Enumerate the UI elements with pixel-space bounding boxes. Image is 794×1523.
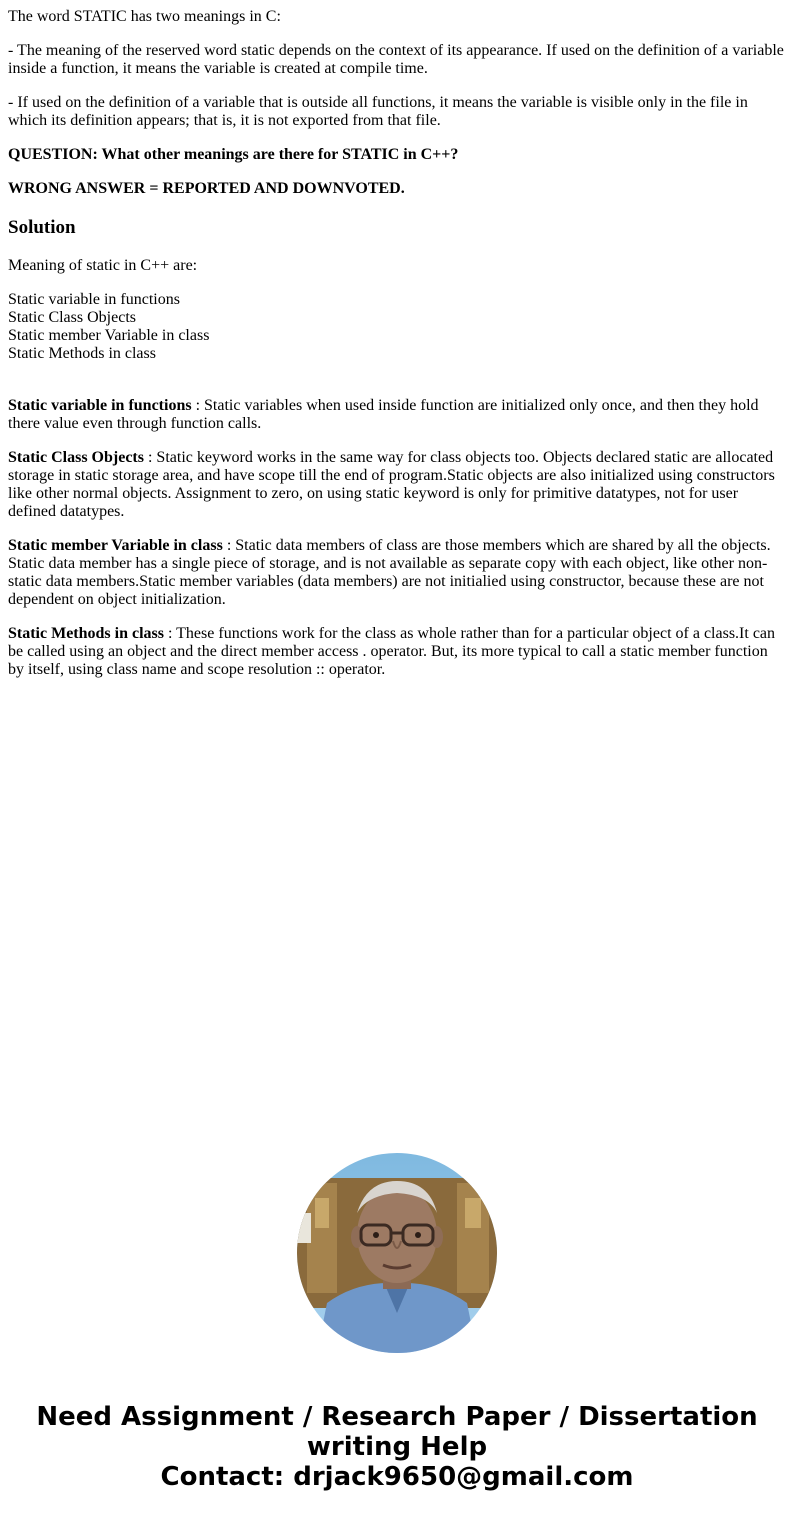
- tutor-avatar: [297, 1153, 497, 1353]
- promo-contact: Contact: drjack9650@gmail.com: [160, 1462, 634, 1492]
- question-intro: The word STATIC has two meanings in C:: [8, 8, 281, 25]
- list-item: Static member Variable in class: [8, 327, 210, 344]
- question-point-1: - The meaning of the reserved word static depends on the context of its appearance. If used on the definition of a variable inside a function, it means the variable is created at compile time.: [8, 42, 784, 77]
- detail-paragraph: [8, 397, 786, 433]
- question-line: QUESTION: What other meanings are there for STATIC in C++?: [8, 146, 459, 163]
- detail-paragraph: [8, 537, 786, 609]
- detail-text: : Static variables when used inside function are initialized only once, and then they hold there value even through function calls.: [8, 397, 759, 432]
- promo-line-2: writing Help: [306, 1432, 488, 1462]
- promo-line-1: Need Assignment / Research Paper / Dissertation: [36, 1402, 758, 1432]
- list-spacer: [8, 363, 786, 381]
- warning-line: WRONG ANSWER = REPORTED AND DOWNVOTED.: [8, 180, 405, 197]
- detail-paragraph: [8, 625, 786, 679]
- detail-term: Static Methods in class: [8, 625, 164, 642]
- detail-term: Static Class Objects: [8, 449, 144, 466]
- solution-intro: Meaning of static in C++ are:: [8, 257, 198, 274]
- detail-term: Static member Variable in class: [8, 537, 223, 554]
- meanings-list: [8, 291, 786, 381]
- detail-paragraph: [8, 449, 786, 521]
- detail-text: : Static data members of class are those members which are shared by all the objects. Static data member has a single piece of storage, and is not available as separate copy with each object, like other non-static data members.Static member variables (data members) are not initialied using constructor, because these are not dependent on object initialization.: [8, 537, 771, 608]
- detail-text: : These functions work for the class as whole rather than for a particular object of a class.It can be called using an object and the direct member access . operator. But, its more typical to call a static member function by itself, using class name and scope resolution :: operator.: [8, 625, 776, 678]
- list-item: Static Methods in class: [8, 345, 156, 362]
- tutor-photo: [297, 1153, 497, 1353]
- detail-text: : Static keyword works in the same way for class objects too. Objects declared static are allocated storage in static storage area, and have scope till the end of program.Static objects are also initialized using constructors like other normal objects. Assignment to zero, on using static keyword is only for primitive datatypes, not for user defined datatypes.: [8, 449, 775, 520]
- list-item: Static Class Objects: [8, 309, 136, 326]
- list-item: Static variable in functions: [8, 291, 180, 308]
- detail-term: Static variable in functions: [8, 397, 192, 414]
- article: [8, 8, 786, 695]
- solution-heading: Solution: [8, 217, 76, 238]
- question-point-2: - If used on the definition of a variable that is outside all functions, it means the variable is visible only in the file in which its definition appears; that is, it is not exported from that file.: [8, 94, 748, 129]
- promo-banner: [0, 1402, 794, 1492]
